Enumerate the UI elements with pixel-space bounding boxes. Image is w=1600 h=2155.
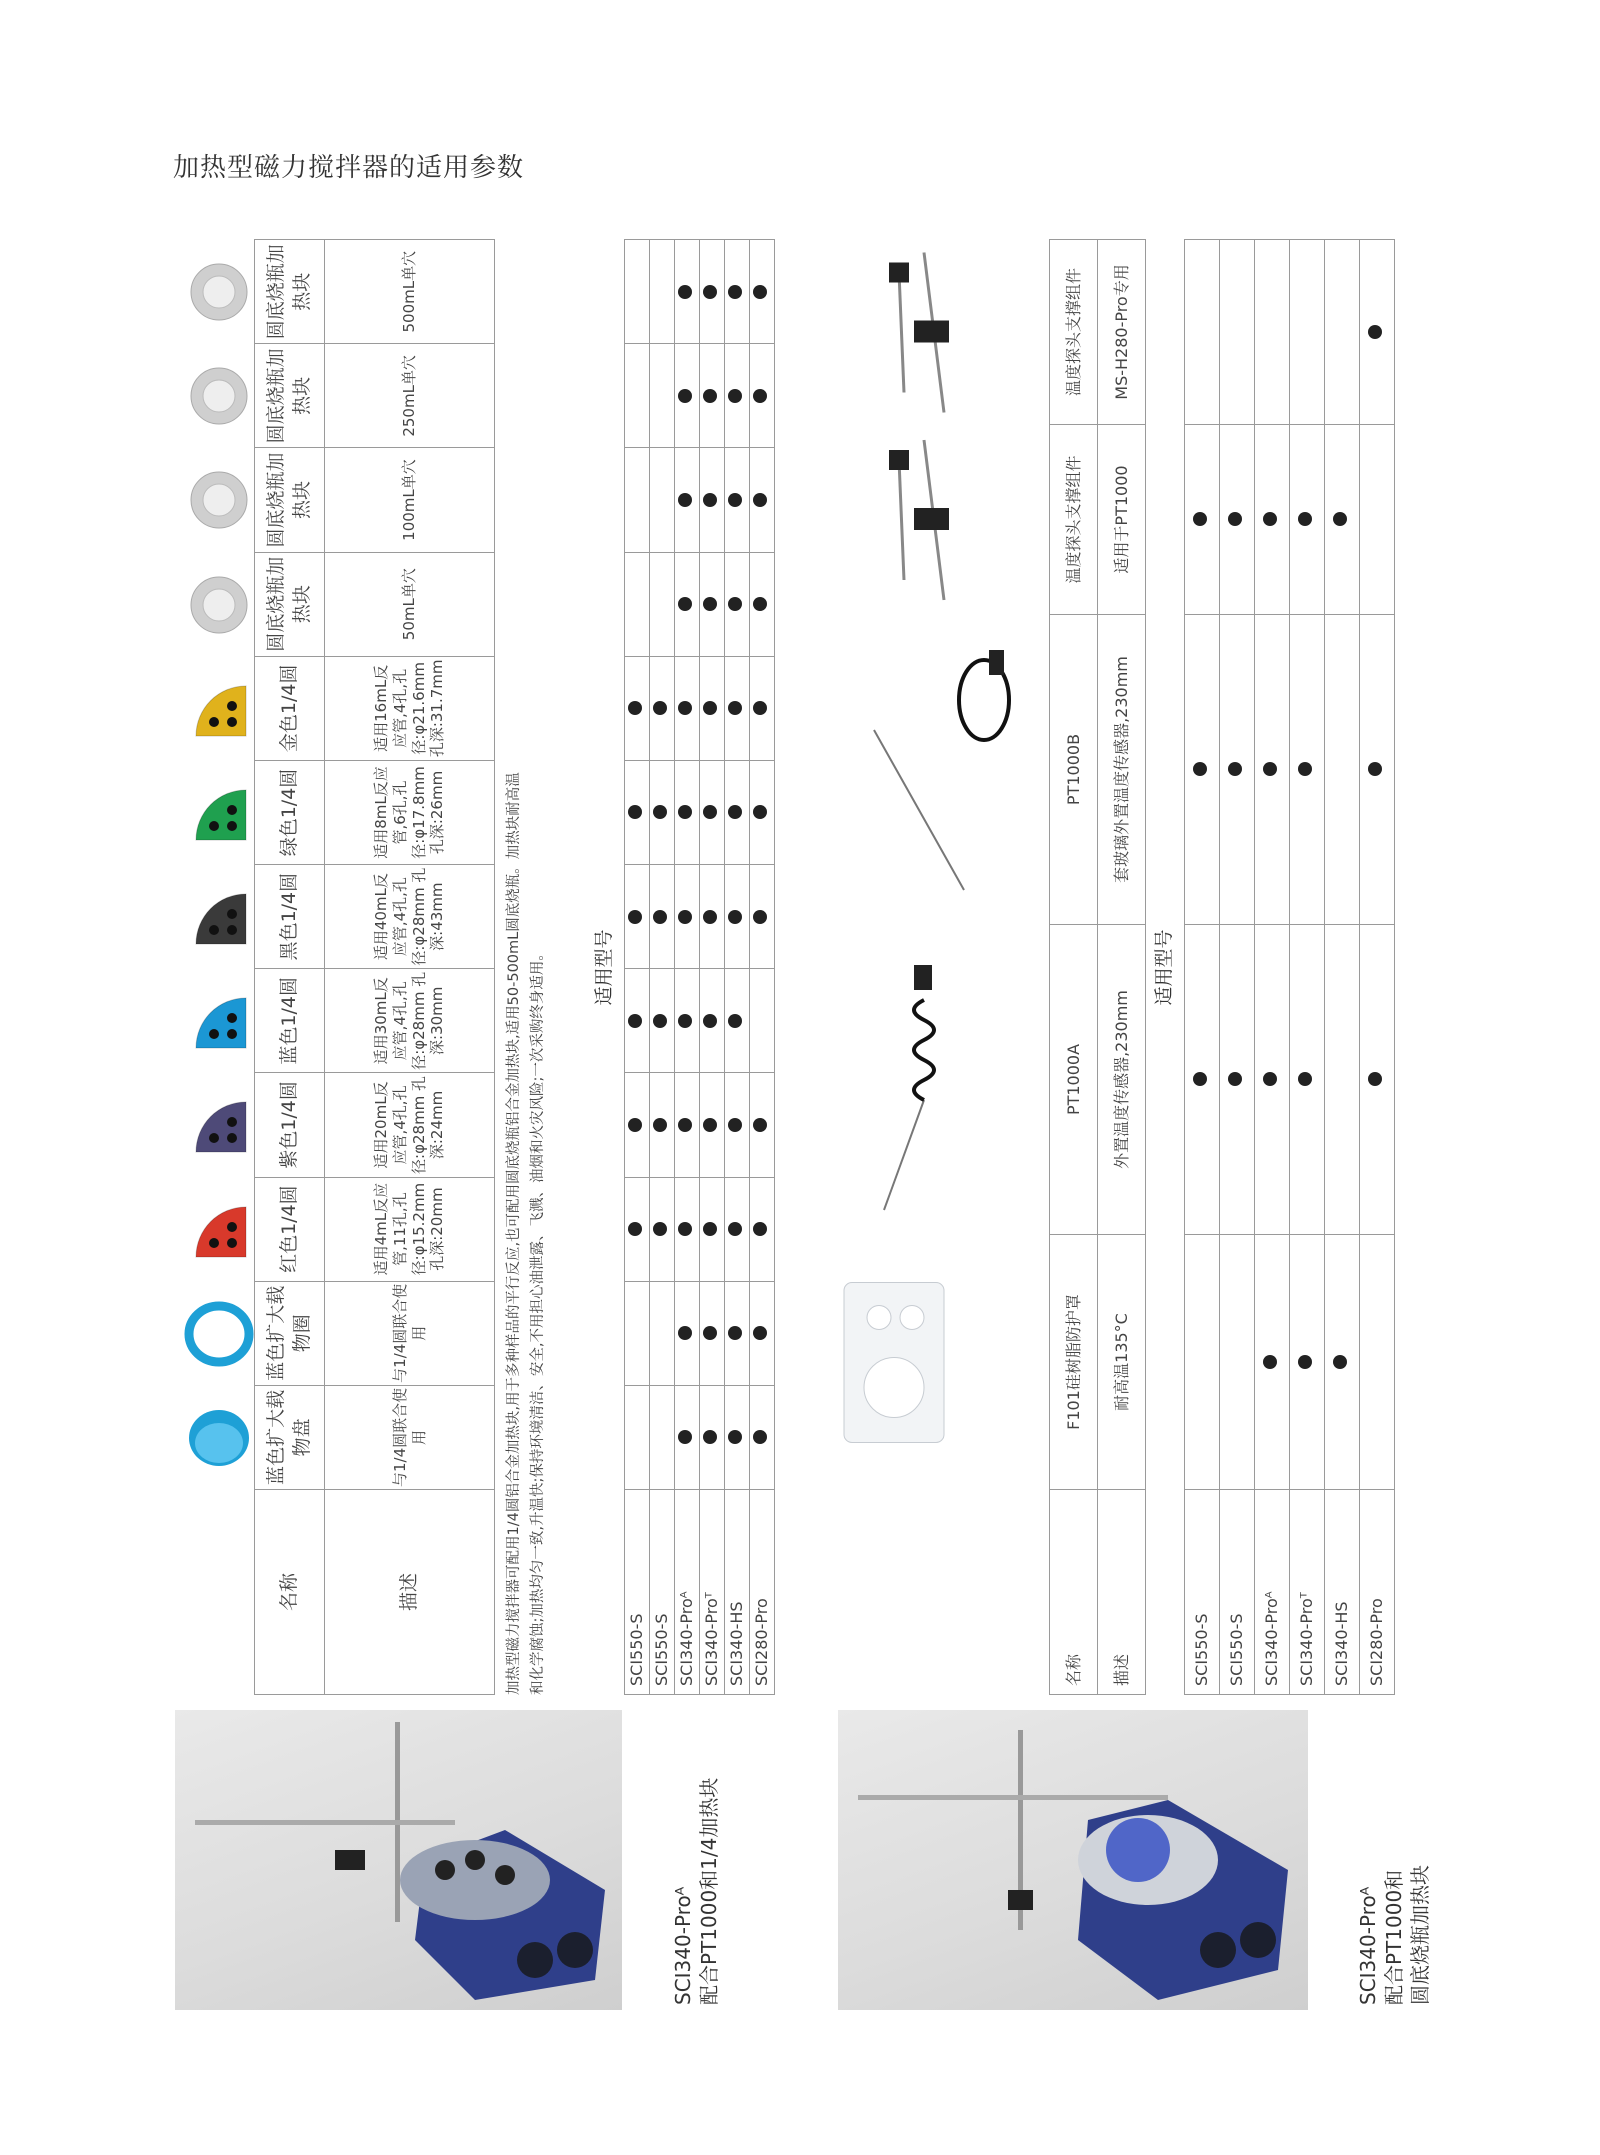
compat-cell xyxy=(650,865,675,969)
compat-cell xyxy=(625,240,650,344)
compatible-dot-icon xyxy=(753,493,767,507)
acc-model-label: SCI340-HS xyxy=(1325,1490,1360,1695)
product-desc-cell: 适用20mL反应管,4孔,孔径:φ28mm 孔深:24mm xyxy=(325,1073,495,1177)
compatible-dot-icon xyxy=(703,1222,717,1236)
product-desc-cell: 与1/4圆联合使用 xyxy=(325,1281,495,1385)
compat-cell xyxy=(750,240,775,344)
page-title: 加热型磁力搅拌器的适用参数 xyxy=(173,153,525,183)
compat-cell xyxy=(750,656,775,760)
product-name-cell: 蓝色1/4圆 xyxy=(255,969,325,1073)
green-quarter-block-icon xyxy=(184,778,254,848)
acc-compat-cell xyxy=(1325,240,1360,425)
acc-compat-cell xyxy=(1325,425,1360,615)
accessory-name-cell: PT1000B xyxy=(1050,615,1098,925)
product-name-cell: 紫色1/4圆 xyxy=(255,1073,325,1177)
compatible-dot-icon xyxy=(703,1430,717,1444)
acc-compat-cell xyxy=(1290,425,1325,615)
compatible-dot-icon xyxy=(703,493,717,507)
compatible-dot-icon xyxy=(653,910,667,924)
row-label-name: 名称 xyxy=(255,1490,325,1695)
compatible-dot-icon xyxy=(628,1222,642,1236)
silicone-cover-icon xyxy=(804,1235,1049,1490)
compat-cell xyxy=(700,1177,725,1281)
product-name-cell: 圆底烧瓶加热块 xyxy=(255,240,325,344)
product-desc-cell: 与1/4圆联合使用 xyxy=(325,1385,495,1489)
compatible-dot-icon xyxy=(753,389,767,403)
compatible-dot-icon xyxy=(678,910,692,924)
compat-cell xyxy=(750,865,775,969)
compatible-dot-icon xyxy=(1298,763,1312,777)
compatible-dot-icon xyxy=(1263,513,1277,527)
compat-cell xyxy=(650,552,675,656)
acc-compat-cell xyxy=(1360,240,1395,425)
compatible-dot-icon xyxy=(678,285,692,299)
acc-compat-cell xyxy=(1220,1235,1255,1490)
product-name-cell: 绿色1/4圆 xyxy=(255,760,325,864)
compatible-dot-icon xyxy=(703,910,717,924)
compatible-dot-icon xyxy=(753,910,767,924)
compatible-dot-icon xyxy=(703,1014,717,1028)
compat-cell xyxy=(675,552,700,656)
blue-plate-icon xyxy=(184,1403,254,1473)
acc-compat-cell xyxy=(1360,925,1395,1235)
model-label: SCI340-Proᵀ xyxy=(700,1490,725,1695)
compatible-dot-icon xyxy=(628,805,642,819)
section-caption-models: 适用型号 xyxy=(593,929,615,1006)
product-name-cell: 圆底烧瓶加热块 xyxy=(255,552,325,656)
compat-cell xyxy=(625,344,650,448)
product-table xyxy=(254,239,495,1695)
compatible-dot-icon xyxy=(1368,325,1382,339)
product-note xyxy=(502,495,550,1695)
acc-model-label: SCI550-S xyxy=(1220,1490,1255,1695)
purple-quarter-block-icon xyxy=(184,1090,254,1160)
compat-cell xyxy=(675,1177,700,1281)
compat-cell xyxy=(725,344,750,448)
compat-cell xyxy=(650,448,675,552)
rotated-spec-area xyxy=(184,240,1454,1695)
compatible-dot-icon xyxy=(1193,513,1207,527)
compatible-dot-icon xyxy=(703,701,717,715)
compat-cell xyxy=(700,865,725,969)
compatible-dot-icon xyxy=(678,1222,692,1236)
product-desc-cell: 100mL单穴 xyxy=(325,448,495,552)
photo-caption-1-line-2: 配合PT1000和1/4加热块 xyxy=(697,1777,721,2005)
compatible-dot-icon xyxy=(678,1118,692,1132)
acc-compat-cell xyxy=(1220,240,1255,425)
compat-cell xyxy=(700,552,725,656)
acc-model-label: SCI340-Proᵀ xyxy=(1290,1490,1325,1695)
product-desc-cell: 适用16mL反应管,4孔,孔径:φ21.6mm 孔深:31.7mm xyxy=(325,656,495,760)
compat-cell xyxy=(650,344,675,448)
model-label: SCI340-Proᴬ xyxy=(675,1490,700,1695)
acc-compat-cell xyxy=(1325,925,1360,1235)
acc-compat-cell xyxy=(1255,1235,1290,1490)
compatible-dot-icon xyxy=(653,1222,667,1236)
compatible-dot-icon xyxy=(728,1118,742,1132)
compat-cell xyxy=(650,1177,675,1281)
probe-support-icon xyxy=(804,240,1049,425)
compatible-dot-icon xyxy=(653,1118,667,1132)
compatible-dot-icon xyxy=(753,1326,767,1340)
compatible-dot-icon xyxy=(728,805,742,819)
red-quarter-block-icon xyxy=(184,1195,254,1265)
compatible-dot-icon xyxy=(653,805,667,819)
compatible-dot-icon xyxy=(1368,1073,1382,1087)
acc-compat-cell xyxy=(1255,925,1290,1235)
model-label: SCI340-HS xyxy=(725,1490,750,1695)
acc-compat-cell xyxy=(1185,615,1220,925)
compatible-dot-icon xyxy=(1263,1355,1277,1369)
acc-compat-cell xyxy=(1290,925,1325,1235)
model-label: SCI550-S xyxy=(625,1490,650,1695)
accessory-table xyxy=(1049,239,1146,1695)
photo-caption-1 xyxy=(670,1778,722,2005)
compat-cell xyxy=(625,1177,650,1281)
compat-cell xyxy=(650,656,675,760)
compatible-dot-icon xyxy=(1228,763,1242,777)
accessory-compatibility-table xyxy=(1184,239,1395,1695)
acc-row-label-name: 名称 xyxy=(1050,1490,1098,1695)
product-name-cell: 圆底烧瓶加热块 xyxy=(255,448,325,552)
accessory-name-cell: F101硅树脂防护罩 xyxy=(1050,1235,1098,1490)
acc-compat-cell xyxy=(1290,615,1325,925)
product-name-cell: 金色1/4圆 xyxy=(255,656,325,760)
acc-compat-cell xyxy=(1255,425,1290,615)
compatible-dot-icon xyxy=(753,285,767,299)
compatible-dot-icon xyxy=(1228,1073,1242,1087)
acc-compat-cell xyxy=(1290,1235,1325,1490)
compat-cell xyxy=(675,969,700,1073)
acc-compat-cell xyxy=(1220,615,1255,925)
acc-model-label: SCI280-Pro xyxy=(1360,1490,1395,1695)
compatible-dot-icon xyxy=(728,1430,742,1444)
compatible-dot-icon xyxy=(678,805,692,819)
compatible-dot-icon xyxy=(1298,1355,1312,1369)
compatible-dot-icon xyxy=(728,285,742,299)
model-label: SCI550-S xyxy=(650,1490,675,1695)
product-desc-cell: 适用4mL反应管,11孔,孔径:φ15.2mm 孔深:20mm xyxy=(325,1177,495,1281)
photo-caption-2-line-1: SCI340-Proᴬ xyxy=(1356,1886,1380,2005)
compat-cell xyxy=(625,656,650,760)
compat-cell xyxy=(675,448,700,552)
compat-cell xyxy=(675,1385,700,1489)
product-desc-cell: 250mL单穴 xyxy=(325,344,495,448)
compat-cell xyxy=(650,1281,675,1385)
product-name-cell: 红色1/4圆 xyxy=(255,1177,325,1281)
compat-cell xyxy=(625,448,650,552)
stirrer-photo-1-illustration xyxy=(175,1710,622,2010)
flask-block-icon xyxy=(184,361,254,431)
compatible-dot-icon xyxy=(753,1118,767,1132)
compat-cell xyxy=(700,969,725,1073)
compatible-dot-icon xyxy=(728,701,742,715)
acc-compat-cell xyxy=(1185,1235,1220,1490)
compat-cell xyxy=(725,1385,750,1489)
product-images-row xyxy=(184,240,254,1695)
flask-block-icon xyxy=(184,465,254,535)
compat-cell xyxy=(650,1073,675,1177)
compat-cell xyxy=(750,448,775,552)
blue-ring-icon xyxy=(184,1299,254,1369)
product-desc-cell: 适用40mL反应管,4孔,孔径:φ28mm 孔深:43mm xyxy=(325,865,495,969)
compatible-dot-icon xyxy=(678,389,692,403)
accessory-name-cell: 温度探头支撑组件 xyxy=(1050,425,1098,615)
compatible-dot-icon xyxy=(653,1014,667,1028)
product-name-cell: 黑色1/4圆 xyxy=(255,865,325,969)
black-quarter-block-icon xyxy=(184,882,254,952)
compatible-dot-icon xyxy=(1263,763,1277,777)
compat-cell xyxy=(625,760,650,864)
compat-cell xyxy=(700,1281,725,1385)
compatible-dot-icon xyxy=(1333,513,1347,527)
compat-cell xyxy=(750,552,775,656)
photo-caption-2 xyxy=(1355,1865,1433,2005)
compatible-dot-icon xyxy=(703,805,717,819)
acc-compat-cell xyxy=(1185,925,1220,1235)
compatible-dot-icon xyxy=(753,1430,767,1444)
compat-cell xyxy=(750,1177,775,1281)
compat-cell xyxy=(725,760,750,864)
compatible-dot-icon xyxy=(1333,1355,1347,1369)
accessory-desc-cell: 套玻璃外置温度传感器,230mm xyxy=(1098,615,1146,925)
compat-cell xyxy=(750,760,775,864)
acc-row-label-desc: 描述 xyxy=(1098,1490,1146,1695)
cable-sensor-icon xyxy=(804,615,1049,925)
compat-cell xyxy=(750,1073,775,1177)
compat-cell xyxy=(750,1281,775,1385)
compat-cell xyxy=(700,240,725,344)
acc-compat-cell xyxy=(1360,425,1395,615)
compatible-dot-icon xyxy=(703,1326,717,1340)
photo-caption-2-line-3: 圆底烧瓶加热块 xyxy=(1408,1865,1432,2005)
compatible-dot-icon xyxy=(753,1222,767,1236)
compat-cell xyxy=(750,344,775,448)
accessory-images-row xyxy=(804,240,1049,1695)
compatible-dot-icon xyxy=(628,910,642,924)
compatible-dot-icon xyxy=(728,493,742,507)
acc-model-label: SCI550-S xyxy=(1185,1490,1220,1695)
compatibility-table xyxy=(624,239,775,1695)
acc-compat-cell xyxy=(1360,615,1395,925)
compat-cell xyxy=(700,448,725,552)
compat-cell xyxy=(675,240,700,344)
compat-cell xyxy=(675,1073,700,1177)
product-name-cell: 蓝色扩大载物圈 xyxy=(255,1281,325,1385)
compatible-dot-icon xyxy=(678,1326,692,1340)
compat-cell xyxy=(700,1073,725,1177)
compat-cell xyxy=(700,656,725,760)
compatible-dot-icon xyxy=(1298,1073,1312,1087)
row-label-desc: 描述 xyxy=(325,1490,495,1695)
acc-model-label: SCI340-Proᴬ xyxy=(1255,1490,1290,1695)
product-desc-cell: 适用30mL反应管,4孔,孔径:φ28mm 孔深:30mm xyxy=(325,969,495,1073)
acc-compat-cell xyxy=(1185,425,1220,615)
compatible-dot-icon xyxy=(678,597,692,611)
compatible-dot-icon xyxy=(728,597,742,611)
compat-cell xyxy=(700,1385,725,1489)
compatible-dot-icon xyxy=(1228,513,1242,527)
acc-compat-cell xyxy=(1255,240,1290,425)
flask-block-icon xyxy=(184,570,254,640)
compat-cell xyxy=(725,1281,750,1385)
accessory-desc-cell: 适用于PT1000 xyxy=(1098,425,1146,615)
compat-cell xyxy=(725,656,750,760)
compatible-dot-icon xyxy=(1193,1073,1207,1087)
compatible-dot-icon xyxy=(728,1014,742,1028)
compat-cell xyxy=(700,344,725,448)
compatible-dot-icon xyxy=(678,493,692,507)
compat-cell xyxy=(675,656,700,760)
compat-cell xyxy=(650,240,675,344)
compatible-dot-icon xyxy=(753,701,767,715)
photo-stirrer-quarter-block xyxy=(175,1710,622,2010)
compatible-dot-icon xyxy=(728,1326,742,1340)
compat-cell xyxy=(725,1073,750,1177)
compat-cell xyxy=(625,1385,650,1489)
acc-compat-cell xyxy=(1255,615,1290,925)
compatible-dot-icon xyxy=(1193,763,1207,777)
stirrer-photo-2-illustration xyxy=(838,1710,1308,2010)
compatible-dot-icon xyxy=(628,701,642,715)
compat-cell xyxy=(625,969,650,1073)
compat-cell xyxy=(725,448,750,552)
compatible-dot-icon xyxy=(1263,1073,1277,1087)
product-name-cell: 蓝色扩大载物盘 xyxy=(255,1385,325,1489)
compatible-dot-icon xyxy=(703,285,717,299)
compat-cell xyxy=(650,760,675,864)
acc-compat-cell xyxy=(1185,240,1220,425)
acc-compat-cell xyxy=(1220,425,1255,615)
acc-compat-cell xyxy=(1360,1235,1395,1490)
acc-compat-cell xyxy=(1220,925,1255,1235)
accessory-desc-cell: MS-H280-Pro专用 xyxy=(1098,240,1146,425)
compatible-dot-icon xyxy=(753,805,767,819)
coiled-sensor-icon xyxy=(804,925,1049,1235)
photo-caption-2-line-2: 配合PT1000和 xyxy=(1382,1869,1406,2005)
acc-compat-cell xyxy=(1290,240,1325,425)
accessory-name-cell: 温度探头支撑组件 xyxy=(1050,240,1098,425)
compat-cell xyxy=(725,865,750,969)
compat-cell xyxy=(625,552,650,656)
compatible-dot-icon xyxy=(1368,763,1382,777)
accessory-desc-cell: 耐高温135°C xyxy=(1098,1235,1146,1490)
compat-cell xyxy=(675,760,700,864)
compatible-dot-icon xyxy=(753,597,767,611)
compat-cell xyxy=(625,1073,650,1177)
compatible-dot-icon xyxy=(628,1118,642,1132)
product-desc-cell: 50mL单穴 xyxy=(325,552,495,656)
compat-cell xyxy=(725,240,750,344)
compatible-dot-icon xyxy=(1298,513,1312,527)
compat-cell xyxy=(650,969,675,1073)
accessory-desc-cell: 外置温度传感器,230mm xyxy=(1098,925,1146,1235)
compatible-dot-icon xyxy=(653,701,667,715)
compat-cell xyxy=(625,865,650,969)
compat-cell xyxy=(750,969,775,1073)
model-label: SCI280-Pro xyxy=(750,1490,775,1695)
compat-cell xyxy=(725,1177,750,1281)
compatible-dot-icon xyxy=(703,389,717,403)
probe-support-icon xyxy=(804,425,1049,615)
note-line-1: 加热型磁力搅拌器可配用1/4圆铝合金加热块,用于多种样品的平行反应,也可配用圆底烧瓶铝合金加热块,适用50-500mL圆底烧瓶。加热块耐高温 xyxy=(506,772,522,1695)
accessory-name-cell: PT1000A xyxy=(1050,925,1098,1235)
compat-cell xyxy=(725,552,750,656)
compatible-dot-icon xyxy=(728,1222,742,1236)
compat-cell xyxy=(750,1385,775,1489)
compatible-dot-icon xyxy=(703,1118,717,1132)
section-caption-models-2: 适用型号 xyxy=(1153,929,1175,1006)
blue-quarter-block-icon xyxy=(184,986,254,1056)
product-desc-cell: 适用8mL反应管,6孔,孔径:φ17.8mm 孔深:26mm xyxy=(325,760,495,864)
compatible-dot-icon xyxy=(678,701,692,715)
gold-quarter-block-icon xyxy=(184,674,254,744)
photo-stirrer-flask-block xyxy=(838,1710,1308,2010)
compat-cell xyxy=(675,865,700,969)
product-name-cell: 圆底烧瓶加热块 xyxy=(255,344,325,448)
compat-cell xyxy=(675,1281,700,1385)
compat-cell xyxy=(725,969,750,1073)
compatible-dot-icon xyxy=(628,1014,642,1028)
compat-cell xyxy=(625,1281,650,1385)
compatible-dot-icon xyxy=(703,597,717,611)
compatible-dot-icon xyxy=(728,389,742,403)
compat-cell xyxy=(650,1385,675,1489)
product-desc-cell: 500mL单穴 xyxy=(325,240,495,344)
compat-cell xyxy=(675,344,700,448)
photo-caption-1-line-1: SCI340-Proᴬ xyxy=(671,1886,695,2005)
compat-cell xyxy=(700,760,725,864)
acc-compat-cell xyxy=(1325,615,1360,925)
compatible-dot-icon xyxy=(678,1430,692,1444)
note-line-2: 和化学腐蚀;加热均匀一致,升温快;保持环境清洁、安全,不用担心油泄露、飞溅、油烟和火灾风险;一次采购终身适用。 xyxy=(530,946,546,1695)
compatible-dot-icon xyxy=(728,910,742,924)
compatible-dot-icon xyxy=(678,1014,692,1028)
flask-block-icon xyxy=(184,257,254,327)
acc-compat-cell xyxy=(1325,1235,1360,1490)
